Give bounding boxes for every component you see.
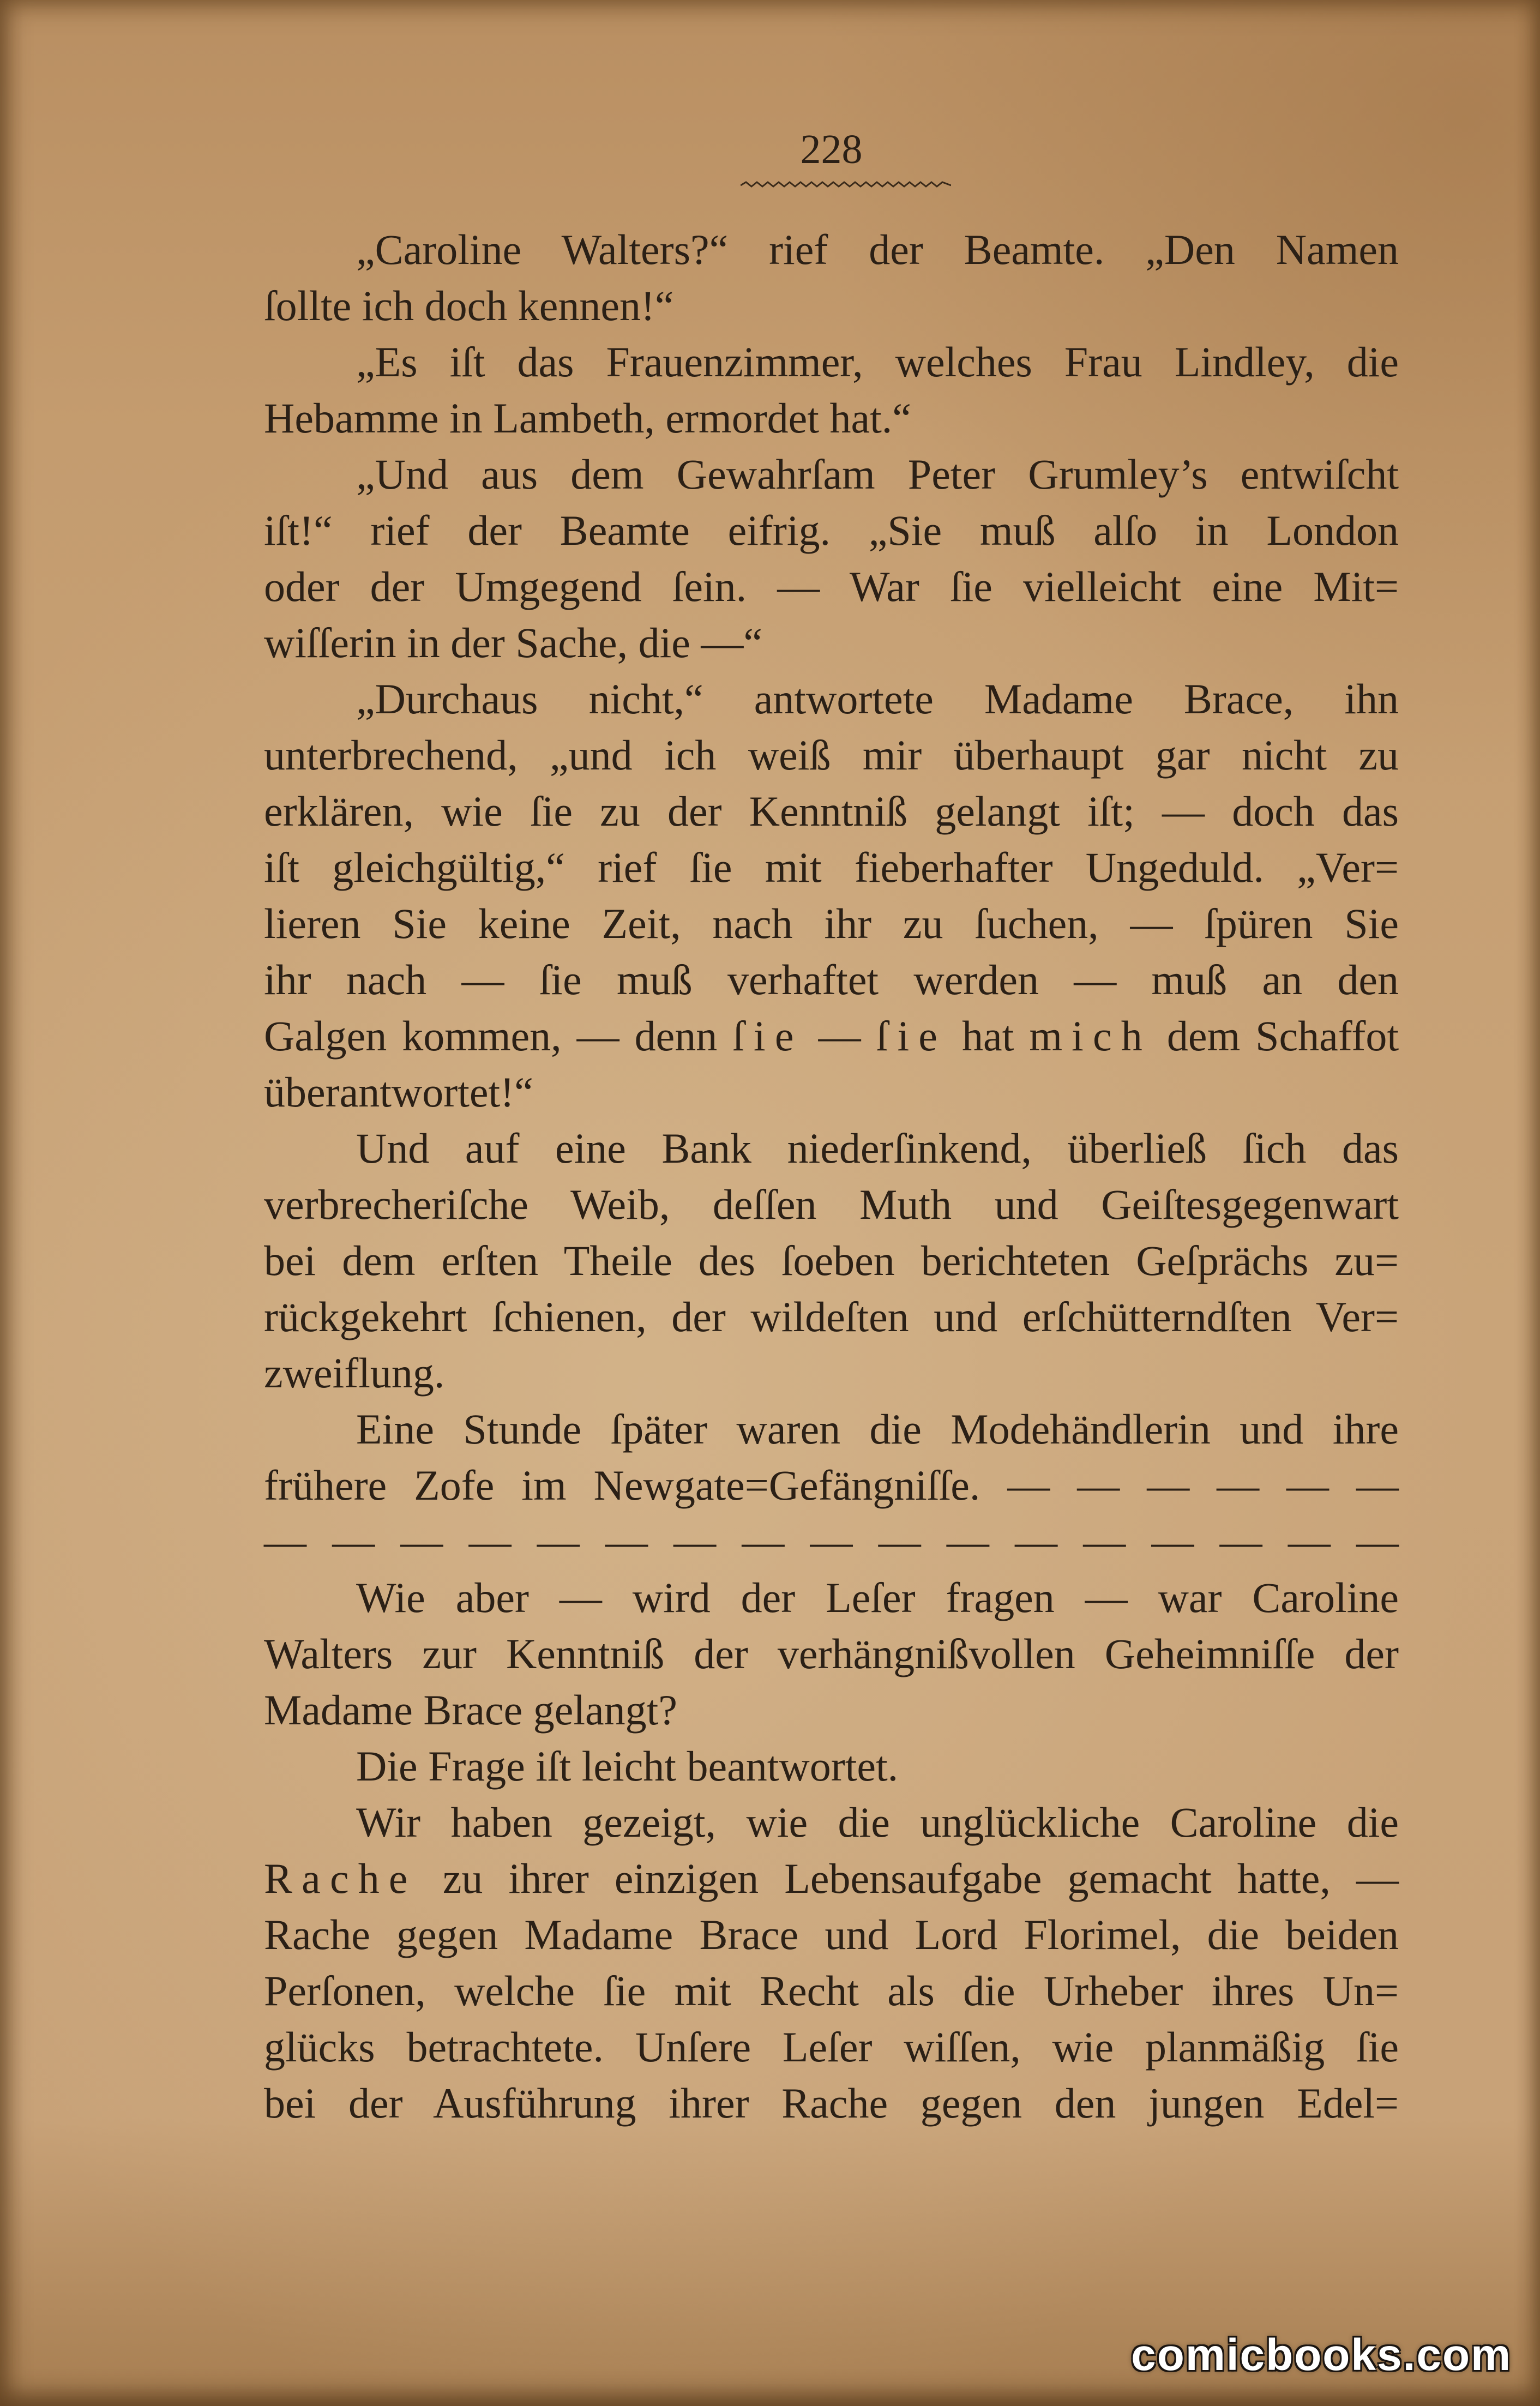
text-line: „Und aus dem Gewahrſam Peter Grumley’s entwiſcht [356,450,1399,498]
text-line: Die Frage iſt leicht beantwortet. [356,1742,899,1790]
watermark: comicbooks.com [1131,2330,1512,2380]
text-line: Walters zur Kenntniß der verhängnißvollen Geheimniſſe der [264,1630,1399,1677]
text-line: ſollte ich doch kennen!“ [264,282,674,329]
text-line: Rache gegen Madame Brace und Lord Florimel, die beiden [264,1911,1399,1958]
text-line [264,1850,1399,1906]
text-line: Und auf eine Bank niederſinkend, überließ ſich das [356,1124,1399,1172]
ornament-rule [741,178,951,191]
body-text [264,221,1399,2131]
text-line: „Caroline Walters?“ rief der Beamte. „Den Namen [356,226,1399,273]
text-line [264,1008,1399,1064]
text-line: unterbrechend, „und ich weiß mir überhaupt gar nicht zu [264,731,1399,779]
text-line: Madame Brace gelangt? [264,1686,677,1734]
emphasis-spaced-word: ſie [732,1012,803,1060]
text-line: glücks betrachtete. Unſere Leſer wiſſen, wie planmäßig ſie [264,2023,1399,2071]
text-line: bei der Ausführung ihrer Rache gegen den jungen Edel= [264,2079,1399,2127]
text-line: Hebamme in Lambeth, ermordet hat.“ [264,394,911,442]
paragraph [264,1401,1399,1569]
text-line: Wie aber — wird der Leſer fragen — war Caroline [356,1574,1399,1621]
text-run: — [803,1012,876,1060]
paragraph [264,1738,1399,1794]
text-line: überantwortet!“ [264,1068,533,1116]
text-line: „Durchaus nicht,“ antwortete Madame Brace, ihn [356,675,1399,723]
paragraph [264,1794,1399,2131]
paragraph [264,221,1399,334]
text-line: Perſonen, welche ſie mit Recht als die Urheber ihres Un= [264,1967,1399,2014]
text-line: iſt!“ rief der Beamte eifrig. „Sie muß alſo in London [264,507,1399,554]
text-run: hat [947,1012,1030,1060]
paragraph [264,334,1399,446]
text-line: rückgekehrt ſchienen, der wildeſten und erſchütterndſten Ver= [264,1293,1399,1340]
text-line: verbrecheriſche Weib, deſſen Muth und Geiſtesgegenwart [264,1181,1399,1228]
text-line: frühere Zofe im Newgate=Gefängniſſe. — — — — — — [264,1461,1399,1509]
emphasis-spaced-word: mich [1029,1012,1152,1060]
text-line: zweiflung. [264,1349,445,1397]
page-number: 228 [800,127,863,172]
emphasis-spaced-word: Rache [264,1855,417,1902]
text-line: bei dem erſten Theile des ſoeben berichteten Geſprächs zu= [264,1237,1399,1284]
text-line: — — — — — — — — — — — — — — — — — [264,1518,1399,1565]
emphasis-spaced-word: ſie [876,1012,947,1060]
paragraph [264,1569,1399,1738]
text-line: lieren Sie keine Zeit, nach ihr zu ſuchen, — ſpüren Sie [264,900,1399,947]
text-run: Galgen kommen, — denn [264,1012,733,1060]
paragraph [264,671,1399,1120]
text-line: wiſſerin in der Sache, die —“ [264,619,763,666]
text-line: „Es iſt das Frauenzimmer, welches Frau Lindley, die [356,338,1399,386]
text-line: ihr nach — ſie muß verhaftet werden — muß an den [264,956,1399,1003]
text-line: Wir haben gezeigt, wie die unglückliche Caroline die [356,1799,1399,1846]
text-run: dem Schaffot [1151,1012,1399,1060]
text-line: Eine Stunde ſpäter waren die Modehändlerin und ihre [356,1405,1399,1453]
paragraph [264,446,1399,671]
text-run: zu ihrer einzigen Lebensaufgabe gemacht hatte, — [417,1855,1399,1902]
text-line: erklären, wie ſie zu der Kenntniß gelangt iſt; — doch das [264,787,1399,835]
text-line: oder der Umgegend ſein. — War ſie vielleicht eine Mit= [264,563,1399,610]
paragraph [264,1120,1399,1401]
text-line: iſt gleichgültig,“ rief ſie mit fieberhafter Ungeduld. „Ver= [264,844,1399,891]
